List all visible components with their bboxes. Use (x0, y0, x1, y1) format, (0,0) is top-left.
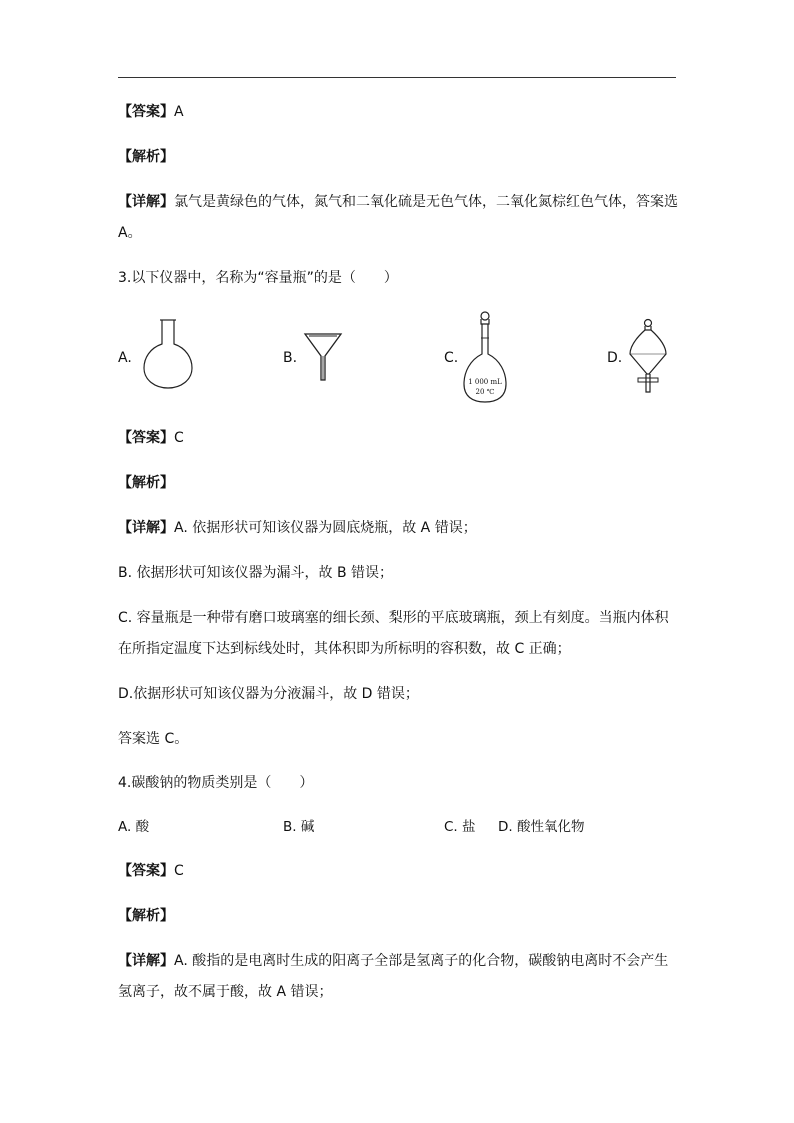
answer-value: C (174, 430, 184, 446)
q2-analysis-heading (118, 147, 174, 167)
q3-option-d-label: D. (607, 350, 623, 366)
q3-detail-c-line-2: 在所指定温度下达到标线处时，其体积即为所标明的容积数，故 C 正确； (118, 641, 571, 657)
q3-answer (118, 428, 184, 448)
q3-detail-a (118, 518, 477, 538)
analysis-label: 【解析】 (118, 149, 174, 165)
detail-text: 氯气是黄绿色的气体，氮气和二氧化硫是无色气体，二氧化氮棕红色气体，答案选 (174, 194, 678, 210)
q4-option-d: D. 酸性氧化物 (498, 819, 585, 835)
q2-answer (118, 102, 184, 122)
q4-detail-a-line-2: 氢离子，故不属于酸，故 A 错误； (118, 984, 333, 1000)
q3-detail-c-line-1: C. 容量瓶是一种带有磨口玻璃塞的细长颈、梨形的平底玻璃瓶，颈上有刻度。当瓶内体积 (118, 610, 669, 626)
separatory-funnel-icon (628, 318, 668, 400)
answer-value: C (174, 863, 184, 879)
q3-question: 3.以下仪器中，名称为“容量瓶”的是（ ） (118, 270, 398, 286)
flask-temperature-text: 20 ℃ (475, 388, 495, 396)
q4-answer (118, 861, 184, 881)
q4-question: 4.碳酸钠的物质类别是（ ） (118, 775, 314, 791)
q3-analysis-heading (118, 473, 174, 493)
volumetric-flask-icon (462, 310, 508, 410)
q2-detail-line-2: A。 (118, 225, 142, 241)
q3-option-c-label: C. (444, 350, 459, 366)
q3-option-b-label: B. (283, 350, 298, 366)
round-bottom-flask-icon (140, 318, 196, 394)
analysis-label: 【解析】 (118, 475, 174, 491)
answer-value: A (174, 104, 184, 120)
answer-label: 【答案】 (118, 430, 174, 446)
detail-label: 【详解】 (118, 520, 174, 536)
answer-label: 【答案】 (118, 863, 174, 879)
detail-label: 【详解】 (118, 194, 174, 210)
analysis-label: 【解析】 (118, 908, 174, 924)
answer-label: 【答案】 (118, 104, 174, 120)
detail-text: A. 依据形状可知该仪器为圆底烧瓶，故 A 错误； (174, 520, 477, 536)
q4-option-b: B. 碱 (283, 819, 315, 835)
q3-detail-d: D.依据形状可知该仪器为分液漏斗，故 D 错误； (118, 686, 419, 702)
q3-option-a-label: A. (118, 350, 132, 366)
detail-text: A. 酸指的是电离时生成的阳离子全部是氢离子的化合物，碳酸钠电离时不会产生 (174, 953, 669, 969)
funnel-icon (303, 332, 343, 386)
header-rule (118, 77, 676, 78)
q2-detail-line-1 (118, 192, 678, 212)
detail-label: 【详解】 (118, 953, 174, 969)
q4-detail-a-line-1 (118, 951, 668, 971)
q3-conclusion: 答案选 C。 (118, 731, 189, 747)
q4-option-c: C. 盐 (444, 819, 476, 835)
q4-option-a: A. 酸 (118, 819, 150, 835)
q3-detail-b: B. 依据形状可知该仪器为漏斗，故 B 错误； (118, 565, 394, 581)
flask-capacity-text: 1 000 mL (468, 378, 502, 386)
q4-analysis-heading (118, 906, 174, 926)
